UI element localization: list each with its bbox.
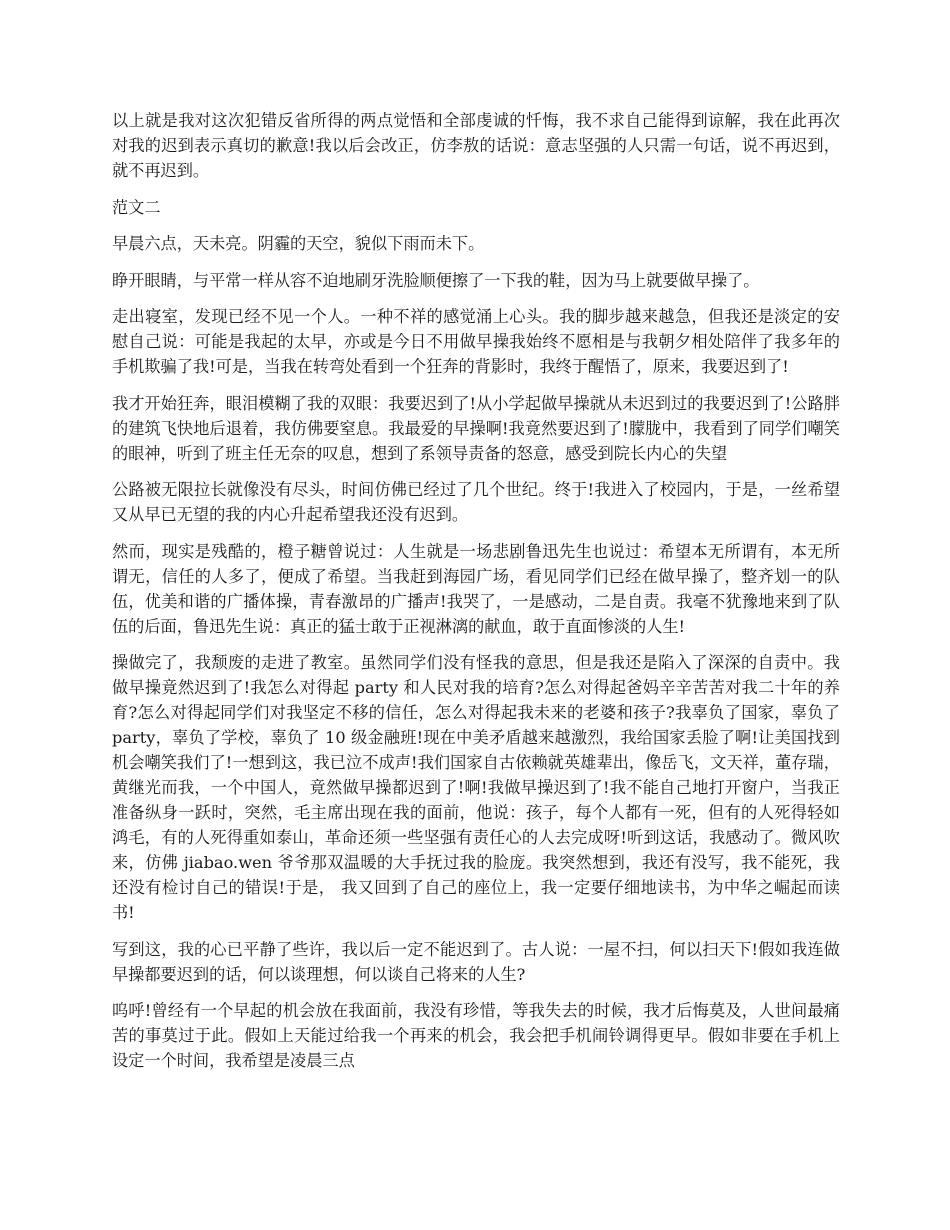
paragraph: 操做完了，我颓废的走进了教室。虽然同学们没有怪我的意思，但是我还是陷入了深深的自责中。我做早操竟然迟到了!我怎么对得起 party 和人民对我的培育?怎么对得起爸妈辛辛苦苦对我二十年的养育?怎么对得起同学们对我坚定不移的信任，怎么对得起我未来的老婆和孩子?我辜负了国家，辜负了 party，辜负了学校，辜负了 10 级金融班!现在中美矛盾越来越激烈，我给国家丢脸了啊!让美国找到机会嘲笑我们了!一想到这，我已泣不成声!我们国家自古依赖就英雄辈出，像岳飞，文天祥，董存瑞，黄继光而我，一个中国人，竟然做早操都迟到了!啊!我做早操迟到了!我不能自己地打开窗户，当我正准备纵身一跃时，突然，毛主席出现在我的面前，他说：孩子，每个人都有一死，但有的人死得轻如鸿毛，有的人死得重如泰山，革命还须一些坚强有责任心的人去完成呀!听到这话，我感动了。微风吹来，仿佛 jiabao.wen 爷爷那双温暖的大手抚过我的脸庞。我突然想到，我还有没写，我不能死，我还没有检讨自己的错误!于是， 我又回到了自己的座位上，我一定要仔细地读书，为中华之崛起而读书! <box>112 653 840 922</box>
paragraph: 早晨六点，天未亮。阴霾的天空，貌似下雨而未下。 <box>112 234 485 253</box>
paragraph: 睁开眼睛，与平常一样从容不迫地刷牙洗脸顺便擦了一下我的鞋，因为马上就要做早操了。 <box>112 270 760 290</box>
paragraph: 然而，现实是残酷的，橙子糖曾说过：人生就是一场悲剧鲁迅先生也说过：希望本无所谓有，本无所谓无，信任的人多了，便成了希望。当我赶到海园广场，看见同学们已经在做早操了，整齐划一的队伍，优美和谐的广播体操，青春激昂的广播声!我哭了，一是感动，二是自责。我毫不犹豫地来到了队伍的后面，鲁迅先生说：真正的猛士敢于正视淋漓的献血，敢于直面惨淡的人生! <box>112 541 840 636</box>
paragraph: 走出寝室，发现已经不见一个人。一种不祥的感觉涌上心头。我的脚步越来越急，但我还是淡定的安慰自己说：可能是我起的太早，亦或是今日不用做早操我始终不愿相是与我朝夕相处陪伴了我多年的手机欺骗了我!可是，当我在转弯处看到一个狂奔的背影时，我终于醒悟了，原来，我要迟到了! <box>112 307 840 376</box>
document-body <box>112 108 840 1085</box>
paragraph-conclusion: 以上就是我对这次犯错反省所得的两点觉悟和全部虔诚的忏悔，我不求自己能得到谅解，我在此再次对我的迟到表示真切的歉意!我以后会改正，仿李敖的话说：意志坚强的人只需一句话，说不再迟到，就不再迟到。 <box>112 111 840 180</box>
paragraph: 我才开始狂奔，眼泪模糊了我的双眼：我要迟到了!从小学起做早操就从未迟到过的我要迟到了!公路胖的建筑飞快地后退着，我仿佛要窒息。我最爱的早操啊!我竟然要迟到了!朦胧中，我看到了同学们嘲笑的眼神，听到了班主任无奈的叹息，想到了系领导责备的怒意，感受到院长内心的失望 <box>112 393 840 463</box>
section-heading: 范文二 <box>112 197 161 217</box>
paragraph: 写到这，我的心已平静了些许，我以后一定不能迟到了。古人说：一屋不扫，何以扫天下!假如我连做早操都要迟到的话，何以谈理想，何以谈自己将来的人生? <box>112 939 840 984</box>
paragraph: 公路被无限拉长就像没有尽头，时间仿佛已经过了几个世纪。终于!我进入了校园内，于是，一丝希望又从早已无望的我的内心升起希望我还没有迟到。 <box>112 480 840 524</box>
paragraph: 呜呼!曾经有一个早起的机会放在我面前，我没有珍惜，等我失去的时候，我才后悔莫及，人世间最痛苦的事莫过于此。假如上天能过给我一个再来的机会，我会把手机闹铃调得更早。假如非要在手机上设定一个时间，我希望是凌晨三点 <box>112 1001 840 1070</box>
